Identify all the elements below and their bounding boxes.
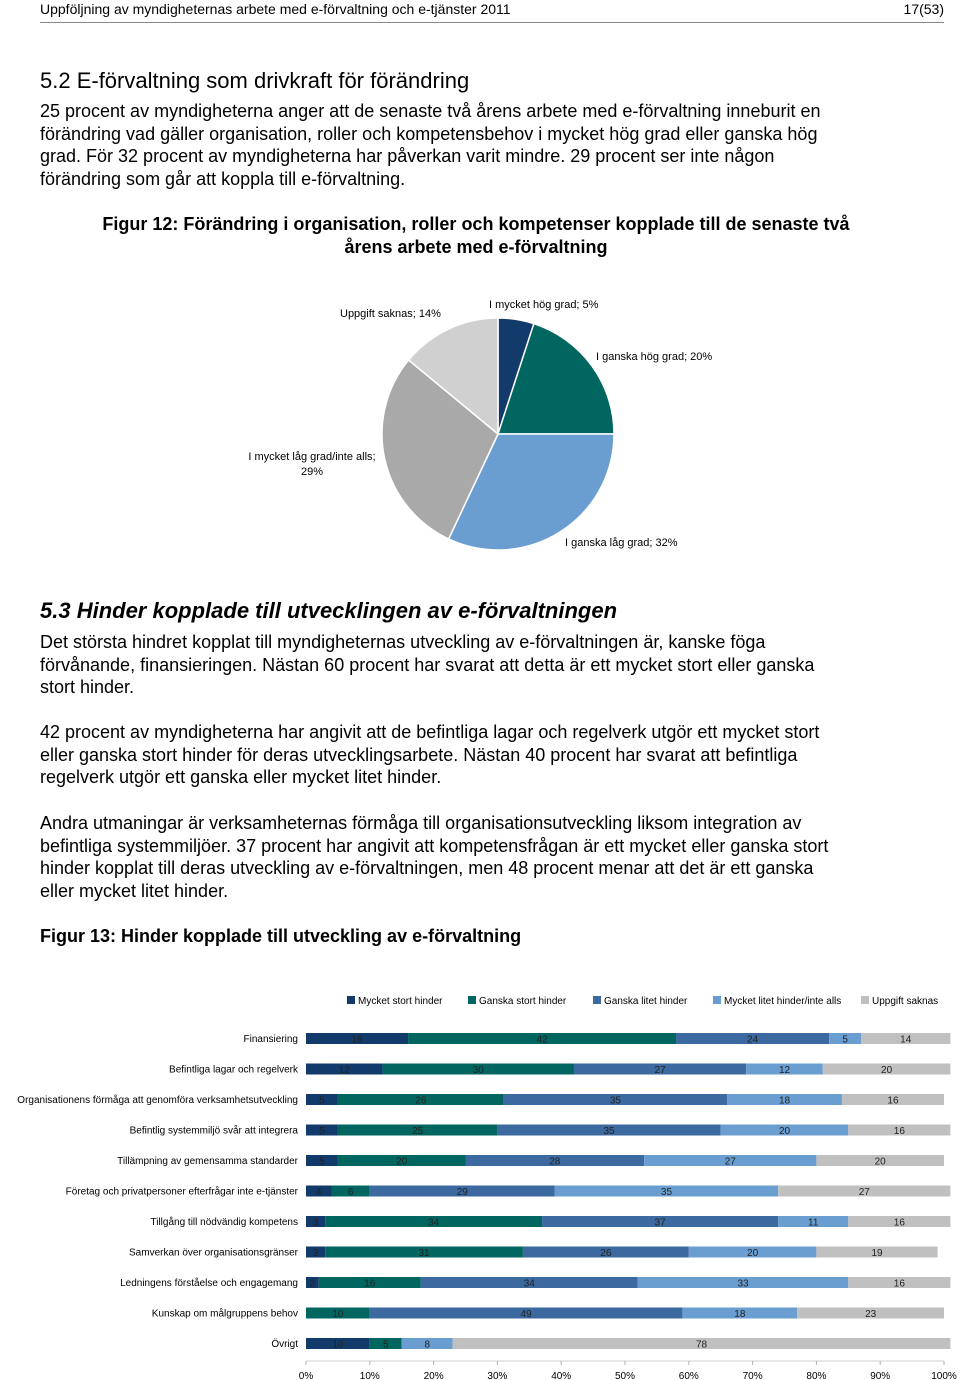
x-tick-label: 90% xyxy=(870,1371,891,1380)
bar-value-label: 3 xyxy=(312,1217,319,1229)
category-label: Företag och privatpersoner efterfrågar inte e-tjänster xyxy=(65,1186,298,1198)
bar-value-label: 23 xyxy=(865,1309,877,1320)
pie-chart xyxy=(0,260,960,620)
category-label: Övrigt xyxy=(271,1339,298,1350)
bar-value-label: 27 xyxy=(724,1156,736,1168)
paragraph-line: regelverk utgör ett ganska eller mycket litet hinder. xyxy=(40,767,442,787)
paragraph-line: förvånande, finansieringen. Nästan 60 procent har svarat att detta är ett mycket stort eller ganska xyxy=(40,654,815,675)
x-tick-label: 60% xyxy=(678,1371,699,1380)
bar-value-label: 14 xyxy=(900,1034,912,1046)
category-label: Befintlig systemmiljö svår att integrera xyxy=(129,1125,298,1137)
paragraph-line: hinder kopplat till deras utveckling av e-förvaltningen, men 48 procent menar att det är ett ganska xyxy=(40,858,814,878)
paragraph-line: förändring vad gäller organisation, roller och kompetensbehov i mycket hög grad eller ganska hög xyxy=(40,123,818,144)
pie-label-mycket-hog: I mycket hög grad; 5% xyxy=(489,299,599,311)
bar-value-label: 24 xyxy=(747,1034,759,1046)
bar-value-label: 34 xyxy=(523,1278,535,1290)
bar-value-label: 16 xyxy=(351,1034,363,1046)
paragraph-line: grad. För 32 procent av myndigheterna har påverkan varit mindre. 29 procent ser inte någon xyxy=(40,146,775,166)
x-tick-label: 100% xyxy=(931,1371,957,1380)
page-number: 17(53) xyxy=(903,1,944,17)
caption-line: årens arbete med e-förvaltning xyxy=(344,237,608,257)
bar-value-label: 5 xyxy=(842,1034,848,1046)
paragraph-line: stort hinder. xyxy=(40,677,135,697)
legend-label-1: Ganska stort hinder xyxy=(479,996,567,1007)
x-tick-label: 0% xyxy=(298,1371,314,1380)
category-label: Befintliga lagar och regelverk xyxy=(169,1064,298,1076)
category-label: Finansiering xyxy=(243,1034,298,1045)
legend-label-0: Mycket stort hinder xyxy=(358,996,443,1007)
bar-value-label: 35 xyxy=(603,1126,615,1137)
bar-value-label: 49 xyxy=(520,1309,532,1320)
bar-value-label: 18 xyxy=(778,1095,791,1107)
section-5-3-paragraph-1 xyxy=(40,631,910,699)
bar-value-label: 4 xyxy=(315,1187,322,1198)
legend-swatch-1 xyxy=(468,996,476,1004)
legend-swatch-4 xyxy=(861,996,869,1004)
paragraph-line: Andra utmaningar är verksamheternas förmåga till organisationsutveckling liksom integration av xyxy=(40,813,802,833)
bar-value-label: 35 xyxy=(660,1187,673,1198)
bar-value-label: 34 xyxy=(428,1217,440,1229)
bar-value-label: 18 xyxy=(734,1309,746,1320)
stacked-bar-chart xyxy=(0,980,960,1380)
bar-value-label: 16 xyxy=(893,1217,905,1229)
category-label: Kunskap om målgruppens behov xyxy=(151,1308,298,1320)
bar-value-label: 11 xyxy=(808,1217,819,1229)
bar-value-label: 2 xyxy=(309,1278,316,1290)
bar-value-label: 27 xyxy=(858,1187,870,1198)
figure-13-caption: Figur 13: Hinder kopplade till utveckling av e-förvaltning xyxy=(40,926,522,946)
paragraph-line: eller mycket litet hinder. xyxy=(40,880,229,901)
legend-swatch-3 xyxy=(713,996,721,1004)
bar-value-label: 19 xyxy=(871,1248,883,1259)
bar-value-label: 8 xyxy=(424,1339,431,1351)
bar-value-label: 42 xyxy=(536,1034,548,1046)
figure-12-caption xyxy=(0,213,952,259)
x-tick-label: 30% xyxy=(487,1371,508,1380)
bar-value-label: 20 xyxy=(874,1156,886,1168)
x-tick-label: 10% xyxy=(359,1371,380,1380)
pie-label-ganska-lag: I ganska låg grad; 32% xyxy=(565,537,678,549)
paragraph-line: 25 procent av myndigheterna anger att de senaste två årens arbete med e-förvaltning inneburit en xyxy=(40,101,821,121)
legend-label-4: Uppgift saknas xyxy=(872,996,939,1007)
legend-label-3: Mycket litet hinder/inte alls xyxy=(724,996,842,1007)
pie-label-mycket-lag: I mycket låg grad/inte alls; 29% xyxy=(248,451,376,478)
header-title: Uppföljning av myndigheternas arbete med e-förvaltning och e-tjänster 2011 xyxy=(40,1,511,17)
bar-value-label: 35 xyxy=(609,1095,621,1107)
category-label: Ledningens förståelse och engagemang xyxy=(120,1278,298,1289)
bar-value-label: 12 xyxy=(778,1065,791,1076)
category-label: Tillämpning av gemensamma standarder xyxy=(117,1156,298,1167)
bar-value-label: 16 xyxy=(364,1278,376,1290)
category-label: Organisationens förmåga att genomföra verksamhetsutveckling xyxy=(17,1095,298,1106)
bar-value-label: 20 xyxy=(396,1156,408,1168)
section-5-2-paragraph xyxy=(40,100,910,190)
bar-value-label: 78 xyxy=(695,1339,708,1351)
bar-value-label: 25 xyxy=(412,1126,424,1137)
section-5-3-paragraph-3 xyxy=(40,812,910,902)
bar-value-label: 5 xyxy=(319,1095,325,1107)
bar-value-label: 26 xyxy=(415,1095,427,1107)
paragraph-line: förändring som går att koppla till e-förvaltning. xyxy=(40,168,406,189)
category-label: Tillgång till nödvändig kompetens xyxy=(150,1217,298,1228)
caption-line: Figur 12: Förändring i organisation, roller och kompetenser kopplade till de senaste två xyxy=(102,214,850,234)
bar-value-label: 33 xyxy=(737,1278,749,1290)
paragraph-line: befintliga systemmiljöer. 37 procent har angivit att kompetensfrågan är ett mycket eller ganska stort xyxy=(40,835,829,856)
paragraph-line: 42 procent av myndigheterna har angivit att de befintliga lagar och regelverk utgör ett mycket stort xyxy=(40,722,820,742)
bar-value-label: 27 xyxy=(654,1065,666,1076)
bar-value-label: 30 xyxy=(472,1065,484,1076)
bar-value-label: 10 xyxy=(332,1339,344,1351)
pie-label-uppgift-saknas: Uppgift saknas; 14% xyxy=(340,308,441,320)
bar-value-label: 20 xyxy=(747,1248,759,1259)
bar-value-label: 31 xyxy=(418,1248,430,1259)
bar-value-label: 16 xyxy=(893,1126,905,1137)
x-tick-label: 70% xyxy=(742,1371,763,1380)
bar-value-label: 6 xyxy=(347,1187,354,1198)
bar-value-label: 28 xyxy=(549,1156,561,1168)
x-tick-label: 20% xyxy=(423,1371,444,1380)
section-heading-5-3: 5.3 Hinder kopplade till utvecklingen av e-förvaltningen xyxy=(40,598,618,623)
paragraph-line: Det största hindret kopplat till myndigheternas utveckling av e-förvaltningen är, kanske föga xyxy=(40,632,766,652)
legend-swatch-2 xyxy=(593,996,601,1004)
page-header xyxy=(40,0,944,23)
pie-label-ganska-hog: I ganska hög grad; 20% xyxy=(596,351,713,363)
x-tick-label: 80% xyxy=(806,1371,827,1380)
x-tick-label: 50% xyxy=(614,1371,636,1380)
legend-swatch-0 xyxy=(347,996,355,1004)
legend-label-2: Ganska litet hinder xyxy=(604,996,688,1007)
bar-value-label: 29 xyxy=(456,1187,468,1198)
bar-value-label: 5 xyxy=(319,1126,325,1137)
bar-value-label: 12 xyxy=(338,1065,350,1076)
x-tick-label: 40% xyxy=(551,1371,572,1380)
section-heading-5-2: 5.2 E-förvaltning som drivkraft för förändring xyxy=(40,68,470,93)
bar-value-label: 5 xyxy=(319,1156,325,1168)
section-5-3-paragraph-2 xyxy=(40,721,910,789)
bar-value-label: 10 xyxy=(332,1309,344,1320)
bar-value-label: 20 xyxy=(881,1065,893,1076)
bar-value-label: 3 xyxy=(312,1248,319,1259)
bar-value-label: 20 xyxy=(778,1126,791,1137)
bar-value-label: 26 xyxy=(600,1248,612,1259)
paragraph-line: eller ganska stort hinder för deras utvecklingsarbete. Nästan 40 procent har svarat att befintliga xyxy=(40,744,798,765)
bar-value-label: 16 xyxy=(887,1095,899,1107)
bar-value-label: 37 xyxy=(654,1217,666,1229)
bar-value-label: 16 xyxy=(893,1278,905,1290)
category-label: Samverkan över organisationsgränser xyxy=(129,1247,298,1259)
bar-value-label: 5 xyxy=(382,1339,389,1351)
